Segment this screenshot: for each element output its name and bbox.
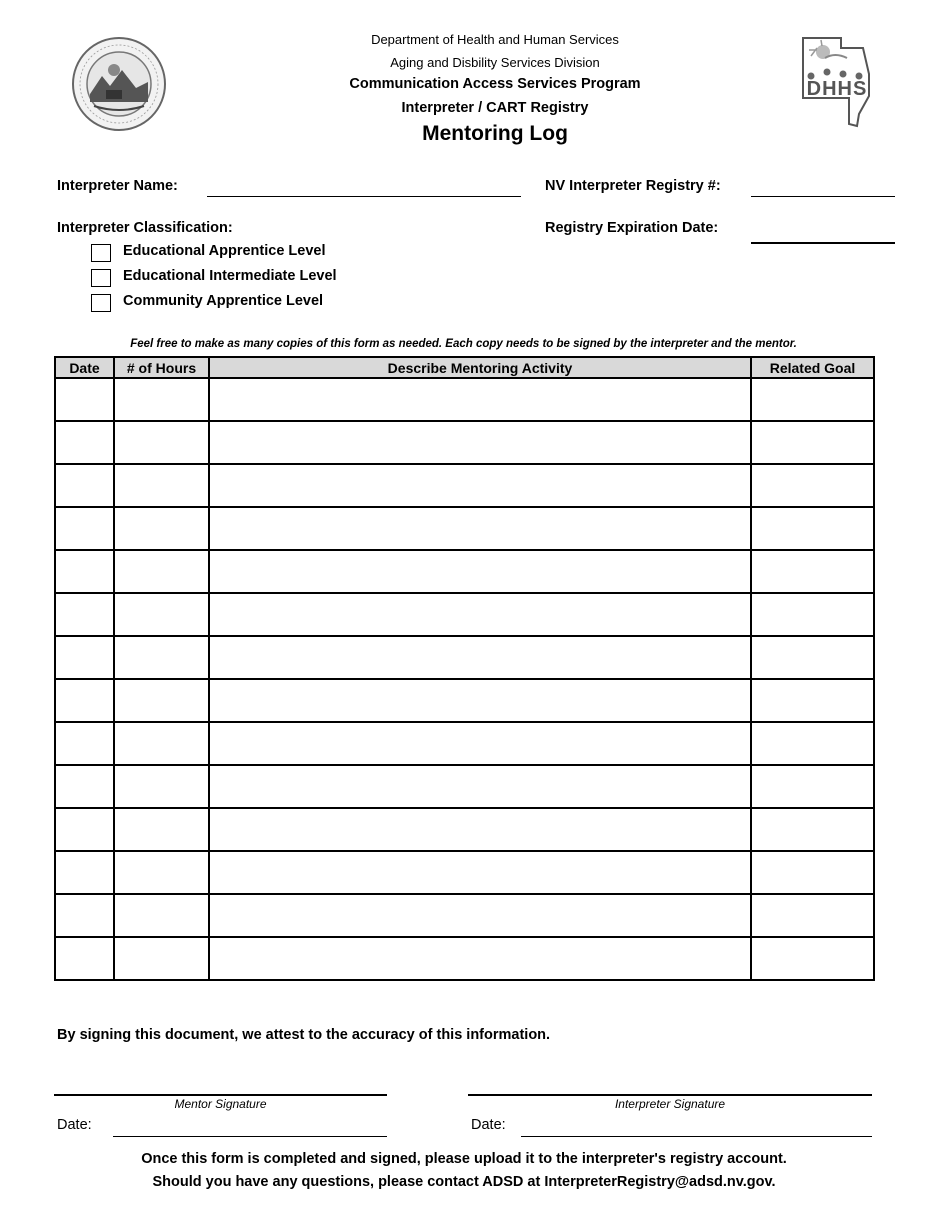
- interpreter-name-label: Interpreter Name:: [57, 178, 178, 194]
- dhhs-logo-text: DHHS: [806, 78, 868, 100]
- hours-cell[interactable]: [114, 421, 209, 464]
- program-line: Communication Access Services Program: [349, 76, 641, 92]
- hours-cell[interactable]: [114, 894, 209, 937]
- table-row: [55, 894, 874, 937]
- activity-cell[interactable]: [209, 507, 751, 550]
- hours-cell[interactable]: [114, 937, 209, 980]
- date-cell[interactable]: [55, 808, 114, 851]
- checkbox-label: Community Apprentice Level: [123, 293, 324, 309]
- hours-cell[interactable]: [114, 550, 209, 593]
- interpreter-date-label: Date:: [471, 1117, 506, 1133]
- page-title: Mentoring Log: [422, 122, 568, 145]
- table-row: [55, 550, 874, 593]
- interpreter-name-field[interactable]: [207, 196, 521, 197]
- activity-cell[interactable]: [209, 636, 751, 679]
- goal-cell[interactable]: [751, 679, 874, 722]
- checkbox-label: Educational Intermediate Level: [123, 268, 337, 284]
- column-header-activity: Describe Mentoring Activity: [209, 357, 751, 378]
- column-header-hours: # of Hours: [114, 357, 209, 378]
- hours-cell[interactable]: [114, 593, 209, 636]
- table-row: [55, 937, 874, 980]
- table-row: [55, 378, 874, 421]
- goal-cell[interactable]: [751, 636, 874, 679]
- activity-cell[interactable]: [209, 550, 751, 593]
- goal-cell[interactable]: [751, 378, 874, 421]
- table-row: [55, 636, 874, 679]
- goal-cell[interactable]: [751, 851, 874, 894]
- goal-cell[interactable]: [751, 722, 874, 765]
- mentoring-log-table: [54, 356, 875, 981]
- interpreter-signature-line[interactable]: [468, 1094, 872, 1096]
- mentor-signature-caption: Mentor Signature: [174, 1097, 267, 1111]
- goal-cell[interactable]: [751, 894, 874, 937]
- goal-cell[interactable]: [751, 808, 874, 851]
- activity-cell[interactable]: [209, 851, 751, 894]
- activity-cell[interactable]: [209, 937, 751, 980]
- column-header-date: Date: [55, 357, 114, 378]
- table-row: [55, 808, 874, 851]
- hours-cell[interactable]: [114, 722, 209, 765]
- goal-cell[interactable]: [751, 593, 874, 636]
- date-cell[interactable]: [55, 765, 114, 808]
- goal-cell[interactable]: [751, 421, 874, 464]
- department-line: Department of Health and Human Services: [371, 32, 619, 47]
- table-row: [55, 722, 874, 765]
- hours-cell[interactable]: [114, 851, 209, 894]
- checkbox[interactable]: [91, 269, 111, 287]
- checkbox-label: Educational Apprentice Level: [123, 243, 326, 259]
- activity-cell[interactable]: [209, 808, 751, 851]
- copies-note: Feel free to make as many copies of this form as needed. Each copy needs to be signed by the interpreter and the mentor.: [130, 338, 797, 350]
- table-row: [55, 679, 874, 722]
- table-row: [55, 507, 874, 550]
- mentor-date-label: Date:: [57, 1117, 92, 1133]
- table-header-row: [55, 357, 874, 378]
- date-cell[interactable]: [55, 593, 114, 636]
- table-row: [55, 765, 874, 808]
- date-cell[interactable]: [55, 722, 114, 765]
- classification-label: Interpreter Classification:: [57, 220, 233, 236]
- mentor-signature-line[interactable]: [54, 1094, 387, 1096]
- attestation-statement: By signing this document, we attest to the accuracy of this information.: [57, 1027, 551, 1043]
- table-row: [55, 851, 874, 894]
- hours-cell[interactable]: [114, 636, 209, 679]
- date-cell[interactable]: [55, 937, 114, 980]
- goal-cell[interactable]: [751, 765, 874, 808]
- interpreter-signature-caption: Interpreter Signature: [614, 1097, 726, 1111]
- expiration-date-label: Registry Expiration Date:: [545, 220, 719, 236]
- goal-cell[interactable]: [751, 464, 874, 507]
- activity-cell[interactable]: [209, 894, 751, 937]
- activity-cell[interactable]: [209, 593, 751, 636]
- hours-cell[interactable]: [114, 679, 209, 722]
- dhhs-logo: [797, 34, 877, 128]
- activity-cell[interactable]: [209, 765, 751, 808]
- checkbox[interactable]: [91, 294, 111, 312]
- nevada-seal-logo: [70, 36, 168, 132]
- table-row: [55, 421, 874, 464]
- date-cell[interactable]: [55, 378, 114, 421]
- registry-number-label: NV Interpreter Registry #:: [545, 178, 721, 194]
- registry-line: Interpreter / CART Registry: [401, 100, 589, 116]
- date-cell[interactable]: [55, 464, 114, 507]
- registry-number-field[interactable]: [751, 196, 895, 197]
- mentor-date-field[interactable]: [113, 1136, 387, 1137]
- hours-cell[interactable]: [114, 464, 209, 507]
- date-cell[interactable]: [55, 421, 114, 464]
- activity-cell[interactable]: [209, 679, 751, 722]
- hours-cell[interactable]: [114, 507, 209, 550]
- footer-line-1: Once this form is completed and signed, please upload it to the interpreter's registry account.: [141, 1151, 787, 1167]
- activity-cell[interactable]: [209, 722, 751, 765]
- expiration-date-field[interactable]: [751, 242, 895, 244]
- checkbox[interactable]: [91, 244, 111, 262]
- activity-cell[interactable]: [209, 464, 751, 507]
- hours-cell[interactable]: [114, 808, 209, 851]
- table-row: [55, 593, 874, 636]
- column-header-goal: Related Goal: [751, 357, 874, 378]
- hours-cell[interactable]: [114, 765, 209, 808]
- goal-cell[interactable]: [751, 507, 874, 550]
- date-cell[interactable]: [55, 636, 114, 679]
- activity-cell[interactable]: [209, 421, 751, 464]
- footer-line-2: Should you have any questions, please contact ADSD at InterpreterRegistry@adsd.nv.gov.: [152, 1174, 776, 1190]
- table-row: [55, 464, 874, 507]
- goal-cell[interactable]: [751, 550, 874, 593]
- date-cell[interactable]: [55, 679, 114, 722]
- goal-cell[interactable]: [751, 937, 874, 980]
- date-cell[interactable]: [55, 894, 114, 937]
- date-cell[interactable]: [55, 507, 114, 550]
- division-line: Aging and Disbility Services Division: [390, 55, 600, 70]
- activity-cell[interactable]: [209, 378, 751, 421]
- hours-cell[interactable]: [114, 378, 209, 421]
- date-cell[interactable]: [55, 550, 114, 593]
- interpreter-date-field[interactable]: [521, 1136, 872, 1137]
- date-cell[interactable]: [55, 851, 114, 894]
